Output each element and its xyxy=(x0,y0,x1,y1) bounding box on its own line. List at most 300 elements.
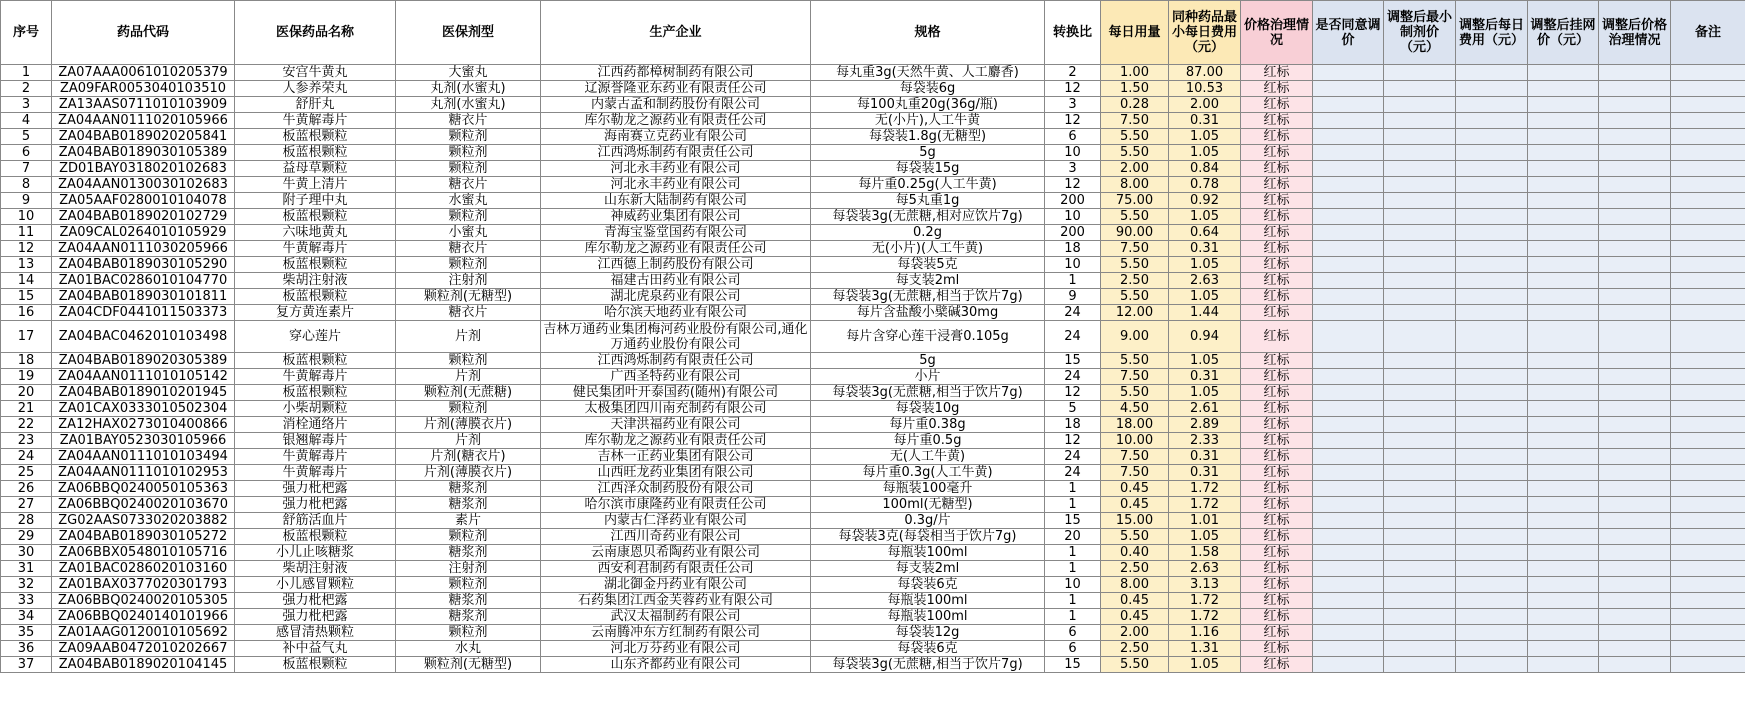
table-cell[interactable] xyxy=(1456,353,1528,369)
table-cell[interactable]: 红标 xyxy=(1241,449,1313,465)
table-cell[interactable] xyxy=(1599,257,1671,273)
table-cell[interactable]: 35 xyxy=(1,625,52,641)
table-cell[interactable]: 红标 xyxy=(1241,161,1313,177)
table-cell[interactable]: 红标 xyxy=(1241,465,1313,481)
table-cell[interactable]: 颗粒剂 xyxy=(396,529,541,545)
table-cell[interactable]: 7 xyxy=(1,161,52,177)
table-cell[interactable] xyxy=(1456,305,1528,321)
table-cell[interactable]: 5.50 xyxy=(1101,529,1169,545)
table-cell[interactable]: 每片含穿心莲干浸膏0.105g xyxy=(811,321,1045,353)
table-cell[interactable]: 红标 xyxy=(1241,81,1313,97)
table-cell[interactable] xyxy=(1313,241,1384,257)
table-cell[interactable] xyxy=(1456,81,1528,97)
table-cell[interactable]: 13 xyxy=(1,257,52,273)
table-cell[interactable]: 1 xyxy=(1045,497,1101,513)
table-cell[interactable]: 32 xyxy=(1,577,52,593)
table-cell[interactable]: 糖衣片 xyxy=(396,113,541,129)
table-cell[interactable] xyxy=(1671,641,1745,657)
table-cell[interactable]: 糖浆剂 xyxy=(396,481,541,497)
table-cell[interactable]: 板蓝根颗粒 xyxy=(235,353,396,369)
table-cell[interactable]: 红标 xyxy=(1241,401,1313,417)
table-cell[interactable]: 0.78 xyxy=(1169,177,1241,193)
table-cell[interactable] xyxy=(1671,257,1745,273)
table-cell[interactable]: 无(人工牛黄) xyxy=(811,449,1045,465)
table-cell[interactable] xyxy=(1671,353,1745,369)
table-cell[interactable] xyxy=(1599,193,1671,209)
table-cell[interactable]: 7.50 xyxy=(1101,369,1169,385)
table-cell[interactable]: 25 xyxy=(1,465,52,481)
table-cell[interactable]: 1.72 xyxy=(1169,609,1241,625)
table-cell[interactable] xyxy=(1313,593,1384,609)
table-cell[interactable]: 11 xyxy=(1,225,52,241)
table-cell[interactable]: 每支装2ml xyxy=(811,273,1045,289)
table-cell[interactable] xyxy=(1456,369,1528,385)
table-cell[interactable] xyxy=(1599,241,1671,257)
table-cell[interactable] xyxy=(1671,593,1745,609)
table-cell[interactable]: 红标 xyxy=(1241,369,1313,385)
table-cell[interactable]: 红标 xyxy=(1241,561,1313,577)
table-cell[interactable]: 1.58 xyxy=(1169,545,1241,561)
table-cell[interactable] xyxy=(1456,225,1528,241)
table-cell[interactable] xyxy=(1599,417,1671,433)
table-cell[interactable]: 10 xyxy=(1045,257,1101,273)
table-cell[interactable]: 10 xyxy=(1045,145,1101,161)
table-cell[interactable]: 15 xyxy=(1045,513,1101,529)
table-cell[interactable] xyxy=(1671,417,1745,433)
table-cell[interactable] xyxy=(1313,113,1384,129)
table-cell[interactable]: 每袋装15g xyxy=(811,161,1045,177)
table-cell[interactable]: 2.63 xyxy=(1169,561,1241,577)
table-cell[interactable]: 红标 xyxy=(1241,321,1313,353)
table-cell[interactable] xyxy=(1599,353,1671,369)
table-cell[interactable] xyxy=(1384,257,1456,273)
table-cell[interactable] xyxy=(1384,545,1456,561)
table-cell[interactable] xyxy=(1384,417,1456,433)
table-cell[interactable]: 100ml(无糖型) xyxy=(811,497,1045,513)
table-cell[interactable]: 22 xyxy=(1,417,52,433)
table-cell[interactable]: ZA04BAB0189020205841 xyxy=(52,129,235,145)
table-cell[interactable] xyxy=(1384,225,1456,241)
table-cell[interactable] xyxy=(1313,177,1384,193)
table-cell[interactable]: 1.05 xyxy=(1169,145,1241,161)
table-cell[interactable]: 红标 xyxy=(1241,481,1313,497)
table-cell[interactable]: 红标 xyxy=(1241,657,1313,673)
table-cell[interactable] xyxy=(1384,161,1456,177)
table-cell[interactable] xyxy=(1528,257,1599,273)
table-cell[interactable] xyxy=(1528,369,1599,385)
table-cell[interactable]: 10 xyxy=(1045,577,1101,593)
table-cell[interactable]: 3 xyxy=(1045,97,1101,113)
table-cell[interactable] xyxy=(1384,369,1456,385)
table-cell[interactable]: 34 xyxy=(1,609,52,625)
column-header[interactable]: 序号 xyxy=(1,1,52,65)
table-cell[interactable] xyxy=(1313,129,1384,145)
column-header[interactable]: 生产企业 xyxy=(541,1,811,65)
table-cell[interactable] xyxy=(1456,497,1528,513)
table-cell[interactable]: 牛黄解毒片 xyxy=(235,113,396,129)
column-header[interactable]: 医保药品名称 xyxy=(235,1,396,65)
table-cell[interactable]: 辽源誉隆亚东药业有限责任公司 xyxy=(541,81,811,97)
table-cell[interactable] xyxy=(1671,609,1745,625)
table-cell[interactable]: 红标 xyxy=(1241,289,1313,305)
table-cell[interactable] xyxy=(1528,305,1599,321)
table-cell[interactable] xyxy=(1456,465,1528,481)
table-cell[interactable] xyxy=(1528,545,1599,561)
table-cell[interactable]: 强力枇杷露 xyxy=(235,593,396,609)
table-cell[interactable]: 红标 xyxy=(1241,209,1313,225)
table-cell[interactable]: 1.05 xyxy=(1169,257,1241,273)
table-cell[interactable]: 16 xyxy=(1,305,52,321)
table-cell[interactable] xyxy=(1456,401,1528,417)
table-cell[interactable] xyxy=(1599,449,1671,465)
table-cell[interactable] xyxy=(1313,353,1384,369)
column-header[interactable]: 备注 xyxy=(1671,1,1745,65)
table-cell[interactable]: 29 xyxy=(1,529,52,545)
table-cell[interactable]: 1.31 xyxy=(1169,641,1241,657)
table-cell[interactable]: 牛黄解毒片 xyxy=(235,241,396,257)
table-cell[interactable] xyxy=(1456,609,1528,625)
table-cell[interactable]: 板蓝根颗粒 xyxy=(235,529,396,545)
table-cell[interactable]: 益母草颗粒 xyxy=(235,161,396,177)
table-cell[interactable]: 山东齐都药业有限公司 xyxy=(541,657,811,673)
table-cell[interactable]: 水蜜丸 xyxy=(396,193,541,209)
table-cell[interactable]: 小儿止咳糖浆 xyxy=(235,545,396,561)
table-cell[interactable]: ZA04BAB0189020305389 xyxy=(52,353,235,369)
table-cell[interactable]: 每瓶装100ml xyxy=(811,545,1045,561)
table-cell[interactable] xyxy=(1671,657,1745,673)
table-cell[interactable] xyxy=(1313,289,1384,305)
table-cell[interactable]: 红标 xyxy=(1241,305,1313,321)
table-cell[interactable]: 河北永丰药业有限公司 xyxy=(541,161,811,177)
table-cell[interactable] xyxy=(1599,65,1671,81)
table-cell[interactable]: 1.72 xyxy=(1169,481,1241,497)
column-header[interactable]: 转换比 xyxy=(1045,1,1101,65)
table-cell[interactable]: 每袋装3g(无蔗糖,相当于饮片7g) xyxy=(811,385,1045,401)
column-header[interactable]: 调整后挂网价（元） xyxy=(1528,1,1599,65)
column-header[interactable]: 规格 xyxy=(811,1,1045,65)
table-cell[interactable]: ZA04BAB0189010201945 xyxy=(52,385,235,401)
table-cell[interactable]: 2.50 xyxy=(1101,641,1169,657)
table-cell[interactable]: 补中益气丸 xyxy=(235,641,396,657)
column-header[interactable]: 每日用量 xyxy=(1101,1,1169,65)
table-cell[interactable]: ZA09AAB0472010202667 xyxy=(52,641,235,657)
table-cell[interactable]: 1 xyxy=(1045,561,1101,577)
table-cell[interactable]: 7.50 xyxy=(1101,113,1169,129)
table-cell[interactable]: 颗粒剂 xyxy=(396,353,541,369)
table-cell[interactable] xyxy=(1671,561,1745,577)
table-cell[interactable]: 9 xyxy=(1,193,52,209)
table-cell[interactable]: 0.31 xyxy=(1169,369,1241,385)
table-cell[interactable]: 糖浆剂 xyxy=(396,545,541,561)
table-cell[interactable]: 每袋装1.8g(无糖型) xyxy=(811,129,1045,145)
table-cell[interactable] xyxy=(1384,561,1456,577)
table-cell[interactable]: 红标 xyxy=(1241,145,1313,161)
table-cell[interactable] xyxy=(1313,545,1384,561)
table-cell[interactable] xyxy=(1384,321,1456,353)
table-cell[interactable]: 颗粒剂 xyxy=(396,209,541,225)
table-cell[interactable]: 每袋装6克 xyxy=(811,641,1045,657)
table-cell[interactable]: 200 xyxy=(1045,225,1101,241)
table-cell[interactable] xyxy=(1599,433,1671,449)
table-cell[interactable]: 红标 xyxy=(1241,641,1313,657)
table-cell[interactable]: 每袋装10g xyxy=(811,401,1045,417)
table-cell[interactable]: 12 xyxy=(1045,433,1101,449)
table-cell[interactable] xyxy=(1456,129,1528,145)
table-cell[interactable] xyxy=(1456,209,1528,225)
table-cell[interactable]: 5 xyxy=(1,129,52,145)
table-cell[interactable]: 红标 xyxy=(1241,545,1313,561)
table-cell[interactable]: 6 xyxy=(1045,641,1101,657)
table-cell[interactable] xyxy=(1671,193,1745,209)
table-cell[interactable] xyxy=(1313,433,1384,449)
table-cell[interactable] xyxy=(1313,465,1384,481)
table-cell[interactable] xyxy=(1528,401,1599,417)
table-cell[interactable]: 每片重0.3g(人工牛黄) xyxy=(811,465,1045,481)
table-cell[interactable] xyxy=(1313,305,1384,321)
table-cell[interactable] xyxy=(1671,321,1745,353)
table-cell[interactable] xyxy=(1528,193,1599,209)
table-cell[interactable] xyxy=(1599,273,1671,289)
table-cell[interactable]: 0.31 xyxy=(1169,241,1241,257)
table-cell[interactable]: 5.50 xyxy=(1101,289,1169,305)
table-cell[interactable] xyxy=(1671,401,1745,417)
table-cell[interactable] xyxy=(1599,625,1671,641)
table-cell[interactable]: 2.63 xyxy=(1169,273,1241,289)
table-cell[interactable]: 0.3g/片 xyxy=(811,513,1045,529)
table-cell[interactable] xyxy=(1528,513,1599,529)
table-cell[interactable]: 0.45 xyxy=(1101,593,1169,609)
table-cell[interactable]: 24 xyxy=(1045,321,1101,353)
table-cell[interactable] xyxy=(1599,209,1671,225)
table-cell[interactable]: 颗粒剂(无糖型) xyxy=(396,657,541,673)
table-cell[interactable]: 牛黄上清片 xyxy=(235,177,396,193)
table-cell[interactable]: 18 xyxy=(1045,417,1101,433)
table-cell[interactable]: ZA04AAN0111010103494 xyxy=(52,449,235,465)
table-cell[interactable]: 每片重0.5g xyxy=(811,433,1045,449)
table-cell[interactable]: 1 xyxy=(1045,545,1101,561)
table-cell[interactable]: 24 xyxy=(1045,369,1101,385)
table-cell[interactable]: 7.50 xyxy=(1101,449,1169,465)
table-cell[interactable] xyxy=(1313,97,1384,113)
table-cell[interactable]: 0.31 xyxy=(1169,465,1241,481)
table-cell[interactable]: ZA04BAC0462010103498 xyxy=(52,321,235,353)
table-cell[interactable] xyxy=(1671,433,1745,449)
table-cell[interactable] xyxy=(1599,401,1671,417)
table-cell[interactable]: 10.00 xyxy=(1101,433,1169,449)
table-cell[interactable]: ZA04AAN0111010102953 xyxy=(52,465,235,481)
table-cell[interactable] xyxy=(1456,385,1528,401)
table-cell[interactable] xyxy=(1456,97,1528,113)
table-cell[interactable]: 哈尔滨天地药业有限公司 xyxy=(541,305,811,321)
table-cell[interactable] xyxy=(1313,529,1384,545)
table-cell[interactable] xyxy=(1671,497,1745,513)
table-cell[interactable]: 2 xyxy=(1045,65,1101,81)
table-cell[interactable] xyxy=(1599,369,1671,385)
table-cell[interactable]: 18 xyxy=(1045,241,1101,257)
table-cell[interactable]: 1 xyxy=(1,65,52,81)
table-cell[interactable] xyxy=(1528,273,1599,289)
column-header[interactable]: 同种药品最小每日费用（元） xyxy=(1169,1,1241,65)
table-cell[interactable] xyxy=(1384,289,1456,305)
table-cell[interactable] xyxy=(1599,81,1671,97)
table-cell[interactable]: 3 xyxy=(1045,161,1101,177)
table-cell[interactable]: 12 xyxy=(1045,385,1101,401)
table-cell[interactable]: 江西德上制药股份有限公司 xyxy=(541,257,811,273)
table-cell[interactable] xyxy=(1671,161,1745,177)
table-cell[interactable]: ZA06BBQ0240020103670 xyxy=(52,497,235,513)
table-cell[interactable]: 糖衣片 xyxy=(396,305,541,321)
table-cell[interactable]: 20 xyxy=(1,385,52,401)
table-cell[interactable] xyxy=(1456,625,1528,641)
table-cell[interactable]: 安宫牛黄丸 xyxy=(235,65,396,81)
table-cell[interactable] xyxy=(1384,513,1456,529)
table-cell[interactable] xyxy=(1528,561,1599,577)
table-cell[interactable]: 穿心莲片 xyxy=(235,321,396,353)
table-cell[interactable]: 复方黄连素片 xyxy=(235,305,396,321)
table-cell[interactable]: 红标 xyxy=(1241,497,1313,513)
table-cell[interactable]: 2.33 xyxy=(1169,433,1241,449)
table-cell[interactable]: 3 xyxy=(1,97,52,113)
table-cell[interactable]: 1.05 xyxy=(1169,385,1241,401)
table-cell[interactable]: 西安利君制药有限责任公司 xyxy=(541,561,811,577)
table-cell[interactable]: 75.00 xyxy=(1101,193,1169,209)
table-cell[interactable]: 江西泽众制药股份有限公司 xyxy=(541,481,811,497)
table-cell[interactable]: 0.84 xyxy=(1169,161,1241,177)
table-cell[interactable] xyxy=(1528,385,1599,401)
table-cell[interactable] xyxy=(1671,145,1745,161)
table-cell[interactable] xyxy=(1528,481,1599,497)
table-cell[interactable] xyxy=(1671,513,1745,529)
table-cell[interactable] xyxy=(1528,497,1599,513)
table-cell[interactable] xyxy=(1671,481,1745,497)
table-cell[interactable] xyxy=(1456,289,1528,305)
table-cell[interactable] xyxy=(1313,321,1384,353)
table-cell[interactable]: 9 xyxy=(1045,289,1101,305)
table-cell[interactable] xyxy=(1384,145,1456,161)
table-cell[interactable] xyxy=(1528,113,1599,129)
table-cell[interactable]: 银翘解毒片 xyxy=(235,433,396,449)
table-cell[interactable]: 红标 xyxy=(1241,513,1313,529)
table-cell[interactable]: 素片 xyxy=(396,513,541,529)
table-cell[interactable]: 12 xyxy=(1,241,52,257)
table-cell[interactable]: 消栓通络片 xyxy=(235,417,396,433)
table-cell[interactable]: 31 xyxy=(1,561,52,577)
table-cell[interactable]: 大蜜丸 xyxy=(396,65,541,81)
table-cell[interactable]: 5.50 xyxy=(1101,145,1169,161)
table-cell[interactable]: 每片重0.25g(人工牛黄) xyxy=(811,177,1045,193)
table-cell[interactable]: 太极集团四川南充制药有限公司 xyxy=(541,401,811,417)
table-cell[interactable]: 1.05 xyxy=(1169,129,1241,145)
table-cell[interactable]: 1.00 xyxy=(1101,65,1169,81)
table-cell[interactable]: 石药集团江西金芙蓉药业有限公司 xyxy=(541,593,811,609)
table-cell[interactable] xyxy=(1528,625,1599,641)
table-cell[interactable] xyxy=(1671,273,1745,289)
table-cell[interactable]: ZA04BAB0189020104145 xyxy=(52,657,235,673)
table-cell[interactable] xyxy=(1313,449,1384,465)
table-cell[interactable]: 1.05 xyxy=(1169,209,1241,225)
table-cell[interactable]: 天津洪福药业有限公司 xyxy=(541,417,811,433)
table-cell[interactable]: 33 xyxy=(1,593,52,609)
table-cell[interactable]: 5.50 xyxy=(1101,209,1169,225)
table-cell[interactable] xyxy=(1456,321,1528,353)
table-cell[interactable]: 福建古田药业有限公司 xyxy=(541,273,811,289)
table-cell[interactable]: 片剂(薄膜衣片) xyxy=(396,417,541,433)
table-cell[interactable] xyxy=(1384,177,1456,193)
column-header[interactable]: 医保剂型 xyxy=(396,1,541,65)
table-cell[interactable] xyxy=(1599,481,1671,497)
table-cell[interactable]: 红标 xyxy=(1241,241,1313,257)
table-cell[interactable]: 红标 xyxy=(1241,577,1313,593)
table-cell[interactable] xyxy=(1384,241,1456,257)
table-cell[interactable]: 1.50 xyxy=(1101,81,1169,97)
table-cell[interactable] xyxy=(1599,145,1671,161)
table-cell[interactable]: 红标 xyxy=(1241,193,1313,209)
table-cell[interactable] xyxy=(1528,241,1599,257)
table-cell[interactable]: 1 xyxy=(1045,593,1101,609)
table-cell[interactable]: 0.31 xyxy=(1169,449,1241,465)
table-cell[interactable]: ZA07AAA0061010205379 xyxy=(52,65,235,81)
table-cell[interactable]: 强力枇杷露 xyxy=(235,609,396,625)
table-cell[interactable]: ZG02AAS0733020203882 xyxy=(52,513,235,529)
table-cell[interactable] xyxy=(1528,417,1599,433)
table-cell[interactable]: 糖衣片 xyxy=(396,177,541,193)
table-cell[interactable]: 糖浆剂 xyxy=(396,609,541,625)
table-cell[interactable]: 3.13 xyxy=(1169,577,1241,593)
table-cell[interactable]: 1 xyxy=(1045,273,1101,289)
table-cell[interactable] xyxy=(1671,385,1745,401)
table-cell[interactable]: 0.94 xyxy=(1169,321,1241,353)
table-cell[interactable] xyxy=(1313,625,1384,641)
table-cell[interactable] xyxy=(1384,577,1456,593)
table-cell[interactable]: 江西鸿烁制药有限责任公司 xyxy=(541,145,811,161)
table-cell[interactable] xyxy=(1384,353,1456,369)
table-cell[interactable] xyxy=(1528,177,1599,193)
table-cell[interactable]: 山西旺龙药业集团有限公司 xyxy=(541,465,811,481)
table-cell[interactable]: ZA04AAN0111010105142 xyxy=(52,369,235,385)
table-cell[interactable]: 颗粒剂 xyxy=(396,577,541,593)
table-cell[interactable]: ZA01BAY0523030105966 xyxy=(52,433,235,449)
table-cell[interactable]: 0.64 xyxy=(1169,225,1241,241)
table-cell[interactable] xyxy=(1384,129,1456,145)
table-cell[interactable]: 强力枇杷露 xyxy=(235,481,396,497)
table-cell[interactable] xyxy=(1313,657,1384,673)
table-cell[interactable]: ZA01BAX0377020301793 xyxy=(52,577,235,593)
table-cell[interactable] xyxy=(1528,209,1599,225)
table-cell[interactable]: 每袋装5克 xyxy=(811,257,1045,273)
table-cell[interactable] xyxy=(1671,241,1745,257)
table-cell[interactable] xyxy=(1599,561,1671,577)
table-cell[interactable]: 28 xyxy=(1,513,52,529)
table-cell[interactable] xyxy=(1384,97,1456,113)
table-cell[interactable]: 神威药业集团有限公司 xyxy=(541,209,811,225)
table-cell[interactable] xyxy=(1671,177,1745,193)
table-cell[interactable] xyxy=(1313,145,1384,161)
table-cell[interactable]: 颗粒剂 xyxy=(396,401,541,417)
table-cell[interactable]: 板蓝根颗粒 xyxy=(235,385,396,401)
table-cell[interactable] xyxy=(1528,465,1599,481)
table-cell[interactable] xyxy=(1599,465,1671,481)
table-cell[interactable]: 14 xyxy=(1,273,52,289)
table-cell[interactable]: 红标 xyxy=(1241,97,1313,113)
table-cell[interactable]: 注射剂 xyxy=(396,561,541,577)
table-cell[interactable] xyxy=(1384,113,1456,129)
table-cell[interactable] xyxy=(1384,529,1456,545)
table-cell[interactable]: 山东新大陆制药有限公司 xyxy=(541,193,811,209)
table-cell[interactable]: 小儿感冒颗粒 xyxy=(235,577,396,593)
table-cell[interactable]: 每袋装6克 xyxy=(811,577,1045,593)
table-cell[interactable]: ZA04CDF0441011503373 xyxy=(52,305,235,321)
table-cell[interactable]: 每袋装6g xyxy=(811,81,1045,97)
